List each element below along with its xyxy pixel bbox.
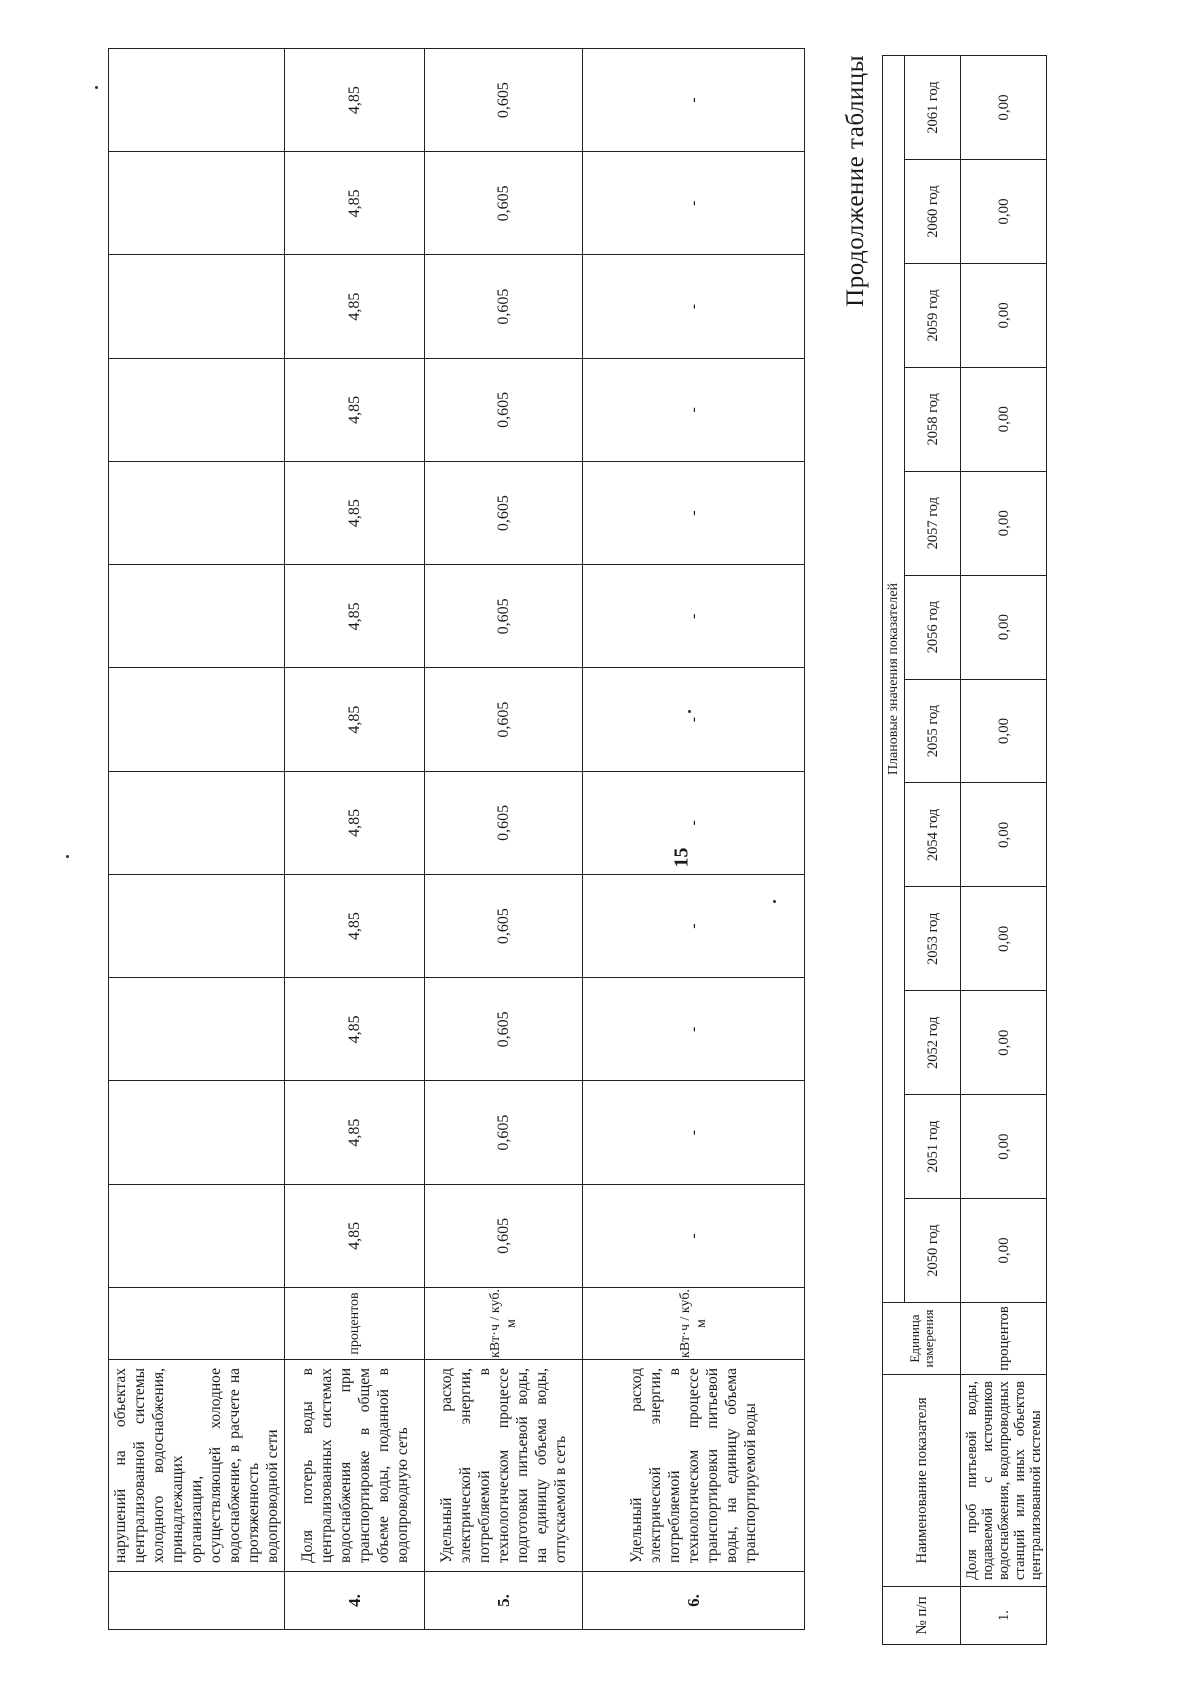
table-row (285, 49, 425, 1630)
value-cell: 4,85 (285, 1081, 425, 1184)
value-cell: 0,00 (961, 367, 1047, 471)
value-cell: - (583, 668, 805, 771)
continuation-table (882, 55, 1047, 1645)
unit-of-measure: кВт·ч / куб. м (425, 1288, 583, 1360)
scan-speck (66, 855, 69, 858)
value-cell: - (583, 49, 805, 152)
row-number (109, 1572, 285, 1630)
year-header: 2053 год (905, 887, 961, 991)
year-header: 2061 год (905, 56, 961, 160)
value-cell: 0,605 (425, 875, 583, 978)
value-cell: 0,605 (425, 565, 583, 668)
row-number: 6. (583, 1572, 805, 1630)
value-cell: 4,85 (285, 49, 425, 152)
indicator-name: Удельный расход электрической энергии, потребляемой в технологическом процессе транспортировки питьевой воды, на единицу объема транспортируемой воды (583, 1360, 805, 1572)
value-cell (109, 1184, 285, 1287)
value-cell (109, 875, 285, 978)
value-cell: 4,85 (285, 668, 425, 771)
unit-of-measure: процентов (961, 1303, 1047, 1375)
value-cell (109, 978, 285, 1081)
row-number: 4. (285, 1572, 425, 1630)
value-cell: - (583, 255, 805, 358)
value-cell (109, 255, 285, 358)
value-cell: 4,85 (285, 358, 425, 461)
value-cell: 4,85 (285, 462, 425, 565)
value-cell: 0,00 (961, 575, 1047, 679)
value-cell: 0,605 (425, 1184, 583, 1287)
value-cell: 0,00 (961, 1199, 1047, 1303)
value-cell: 0,00 (961, 1095, 1047, 1199)
value-cell: 0,605 (425, 358, 583, 461)
value-cell: - (583, 771, 805, 874)
value-cell: 0,605 (425, 152, 583, 255)
indicator-name: Удельный расход электрической энергии, потребляемой в технологическом процессе подготовки питьевой воды, на единицу объема воды, отпускаемой в сеть (425, 1360, 583, 1572)
year-header: 2058 год (905, 367, 961, 471)
header-num: № п/п (883, 1587, 961, 1645)
value-cell (109, 565, 285, 668)
value-cell (109, 49, 285, 152)
value-cell: 0,00 (961, 887, 1047, 991)
indicators-table-section (108, 48, 758, 1630)
unit-of-measure: кВт·ч / куб. м (583, 1288, 805, 1360)
value-cell: 4,85 (285, 875, 425, 978)
value-cell (109, 1081, 285, 1184)
row-number: 1. (961, 1587, 1047, 1645)
continuation-caption: Продолжение таблицы (842, 55, 869, 307)
table-row (961, 56, 1047, 1645)
row-number: 5. (425, 1572, 583, 1630)
table-row (425, 49, 583, 1630)
header-planned-values: Плановые значения показателей (883, 56, 905, 1303)
year-header: 2050 год (905, 1199, 961, 1303)
value-cell: - (583, 875, 805, 978)
value-cell: 0,00 (961, 783, 1047, 887)
indicator-name: Доля проб питьевой воды, подаваемой с источников водоснабжения, водопроводных станций или иных объектов централизованной системы (961, 1375, 1047, 1587)
scan-speck (95, 86, 98, 89)
value-cell: 4,85 (285, 565, 425, 668)
value-cell (109, 152, 285, 255)
value-cell: 0,00 (961, 160, 1047, 264)
value-cell: 0,605 (425, 771, 583, 874)
year-header: 2052 год (905, 991, 961, 1095)
value-cell: 0,00 (961, 471, 1047, 575)
value-cell: 0,605 (425, 978, 583, 1081)
value-cell (109, 771, 285, 874)
value-cell: 4,85 (285, 255, 425, 358)
value-cell: 0,605 (425, 255, 583, 358)
value-cell: 4,85 (285, 978, 425, 1081)
continuation-table-section (836, 55, 1046, 1645)
unit-of-measure: процентов (285, 1288, 425, 1360)
value-cell: 0,00 (961, 991, 1047, 1095)
value-cell (109, 462, 285, 565)
value-cell: - (583, 1081, 805, 1184)
value-cell: - (583, 358, 805, 461)
value-cell: 0,605 (425, 1081, 583, 1184)
header-unit: Единица измерения (883, 1303, 961, 1375)
page-number: 15 (670, 847, 693, 868)
indicator-name: Доля потерь воды в централизованных системах водоснабжения при транспортировке в общем объеме воды, поданной в водопроводную сеть (285, 1360, 425, 1572)
value-cell: 0,605 (425, 49, 583, 152)
value-cell: 4,85 (285, 1184, 425, 1287)
value-cell: 0,00 (961, 56, 1047, 160)
year-header: 2051 год (905, 1095, 961, 1199)
table-row (109, 49, 285, 1630)
indicator-name: нарушений на объектах централизованной системы холодного водоснабжения, принадлежащих организации, осуществляющей холодное водоснабжение, в расчете на протяженность водопроводной сети (109, 1360, 285, 1572)
value-cell: 4,85 (285, 771, 425, 874)
unit-of-measure (109, 1288, 285, 1360)
indicators-table (108, 48, 805, 1630)
year-header: 2057 год (905, 471, 961, 575)
value-cell: 0,00 (961, 263, 1047, 367)
year-header: 2060 год (905, 160, 961, 264)
value-cell: - (583, 462, 805, 565)
year-header: 2059 год (905, 263, 961, 367)
year-header: 2056 год (905, 575, 961, 679)
table-row (583, 49, 805, 1630)
value-cell: 0,605 (425, 668, 583, 771)
value-cell (109, 668, 285, 771)
header-name: Наименование показателя (883, 1375, 961, 1587)
year-header: 2054 год (905, 783, 961, 887)
value-cell: - (583, 565, 805, 668)
value-cell: 4,85 (285, 152, 425, 255)
year-header: 2055 год (905, 679, 961, 783)
value-cell: - (583, 1184, 805, 1287)
value-cell: - (583, 978, 805, 1081)
value-cell: - (583, 152, 805, 255)
value-cell: 0,00 (961, 679, 1047, 783)
value-cell: 0,605 (425, 462, 583, 565)
value-cell (109, 358, 285, 461)
